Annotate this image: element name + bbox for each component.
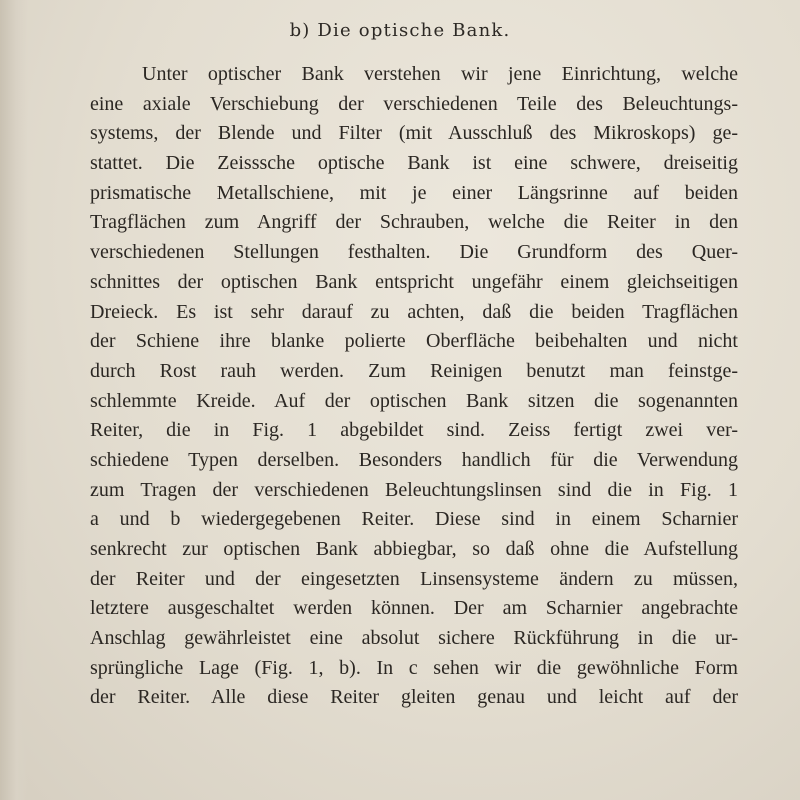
text-line: Dreieck. Es ist sehr darauf zu achten, daß die beiden Tragflächen: [90, 300, 738, 323]
text-line: prismatische Metallschiene, mit je einer Längsrinne auf beiden: [90, 181, 738, 204]
text-line: eine axiale Verschiebung der verschiedenen Teile des Beleuchtungs-: [90, 92, 738, 115]
text-line: der Reiter und der eingesetzten Linsensysteme ändern zu müssen,: [90, 567, 738, 590]
text-line: schiedene Typen derselben. Besonders handlich für die Verwendung: [90, 448, 738, 471]
section-heading: b) Die optische Bank.: [289, 20, 511, 41]
text-line: letztere ausgeschaltet werden können. Der am Scharnier angebrachte: [90, 597, 738, 620]
text-line: der Reiter. Alle diese Reiter gleiten genau und leicht auf der: [90, 686, 738, 709]
text-line: Unter optischer Bank verstehen wir jene Einrichtung, welche: [142, 63, 738, 85]
text-line: der Schiene ihre blanke polierte Oberfläche beibehalten und nicht: [90, 330, 738, 353]
text-line: sprüngliche Lage (Fig. 1, b). In c sehen wir die gewöhnliche Form: [90, 656, 738, 679]
text-line: Anschlag gewährleistet eine absolut sichere Rückführung in die ur-: [90, 627, 738, 650]
text-line: zum Tragen der verschiedenen Beleuchtungslinsen sind die in Fig. 1: [90, 478, 738, 501]
text-line: schlemmte Kreide. Auf der optischen Bank sitzen die sogenannten: [90, 389, 738, 412]
text-line: verschiedenen Stellungen festhalten. Die Grundform des Quer-: [90, 241, 738, 264]
text-line: schnittes der optischen Bank entspricht ungefähr einem gleichseitigen: [90, 270, 738, 293]
text-line: senkrecht zur optischen Bank abbiegbar, so daß ohne die Aufstellung: [90, 538, 738, 560]
text-line: durch Rost rauh werden. Zum Reinigen benutzt man feinstge-: [90, 359, 738, 382]
text-line: a und b wiedergegebenen Reiter. Diese sind in einem Scharnier: [90, 508, 738, 531]
text-line: Reiter, die in Fig. 1 abgebildet sind. Zeiss fertigt zwei ver-: [90, 419, 738, 442]
text-line: Tragflächen zum Angriff der Schrauben, welche die Reiter in den: [90, 211, 738, 234]
text-line: systems, der Blende und Filter (mit Ausschluß des Mikroskops) ge-: [90, 122, 738, 145]
page-binding-shadow: [0, 0, 28, 800]
body-paragraph: [90, 60, 738, 713]
text-line: stattet. Die Zeisssche optische Bank ist eine schwere, dreiseitig: [90, 152, 738, 175]
